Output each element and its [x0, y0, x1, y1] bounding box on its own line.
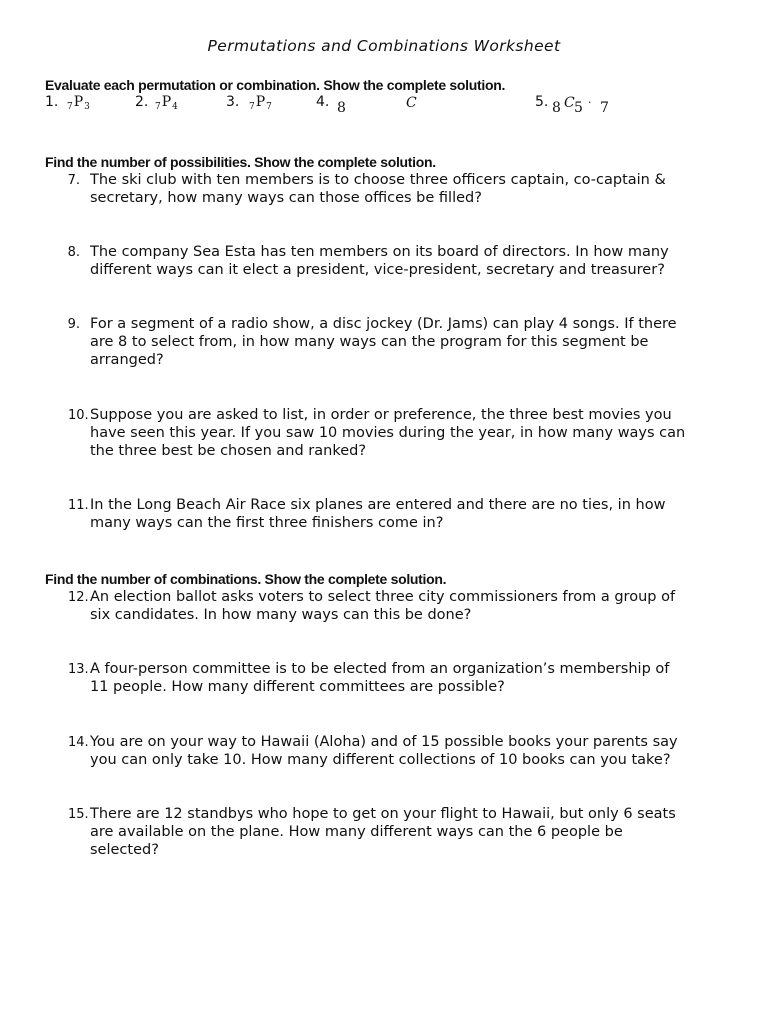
question-number: 15.: [68, 807, 89, 822]
permutation-expression: $_7P_3$: [67, 94, 90, 112]
permutation-expression: $_7P_7$: [249, 94, 272, 112]
question-text: You are on your way to Hawaii (Aloha) and of 15 possible books your parents say you can only take 10. How many different collections of 10 books can you take?: [90, 734, 678, 769]
question-text: A four-person committee is to be elected from an organization’s membership of 11 people. How many different committees are possible?: [90, 661, 670, 696]
item-number: 4.: [316, 94, 330, 110]
item-number: 1.: [45, 94, 59, 110]
item-number: 3.: [226, 94, 240, 110]
item-number: 5.: [535, 94, 549, 110]
combination-left: 8: [337, 100, 346, 116]
question-text: In the Long Beach Air Race six planes are entered and there are no ties, in how many ways can the first three finishers come in?: [90, 497, 666, 532]
permutation-expression: $_7P_4$: [155, 94, 178, 112]
question-number: 10.: [68, 408, 89, 423]
question-text: Suppose you are asked to list, in order or preference, the three best movies you have seen this year. If you saw 10 movies during the year, in how many ways can the three best be chosen and ranked?: [90, 407, 686, 460]
question-text: The company Sea Esta has ten members on its board of directors. In how many different ways can it elect a president, vice-president, secretary and treasurer?: [90, 244, 669, 279]
question-text: For a segment of a radio show, a disc jockey (Dr. Jams) can play 4 songs. If there are 8 to select from, in how many ways can the program for this segment be arranged?: [90, 316, 677, 369]
combination-letter: C: [564, 95, 575, 111]
question-number: 7.: [67, 173, 80, 188]
question-number: 14.: [68, 735, 89, 750]
question-number: 11.: [68, 498, 89, 513]
page-title: Permutations and Combinations Worksheet: [207, 37, 561, 55]
section-heading-evaluate: Evaluate each permutation or combination. Show the complete solution.: [45, 77, 506, 93]
question-text: An election ballot asks voters to select three city commissioners from a group of six candidates. In how many ways can this be done?: [90, 589, 676, 624]
section-heading-possibilities: Find the number of possibilities. Show the complete solution.: [45, 154, 436, 170]
combination-letter: C: [406, 95, 417, 111]
question-text: The ski club with ten members is to choose three officers captain, co-captain & secretary, how many ways can those offices be filled?: [90, 172, 666, 207]
section-heading-combinations: Find the number of combinations. Show the complete solution.: [45, 571, 447, 587]
question-number: 12.: [68, 590, 89, 605]
combination-right: 7: [600, 100, 609, 116]
question-number: 13.: [68, 662, 89, 677]
combination-left: 8: [552, 100, 561, 116]
question-text: There are 12 standbys who hope to get on your flight to Hawaii, but only 6 seats are available on the plane. How many different ways can the 6 people be selected?: [90, 806, 676, 859]
question-number: 9.: [67, 317, 80, 332]
evaluate-row: [0, 94, 768, 118]
item-number: 2.: [135, 94, 149, 110]
multiply-dot: ·: [588, 96, 592, 109]
question-number: 8.: [67, 245, 80, 260]
combination-subscript: 5: [574, 100, 583, 116]
